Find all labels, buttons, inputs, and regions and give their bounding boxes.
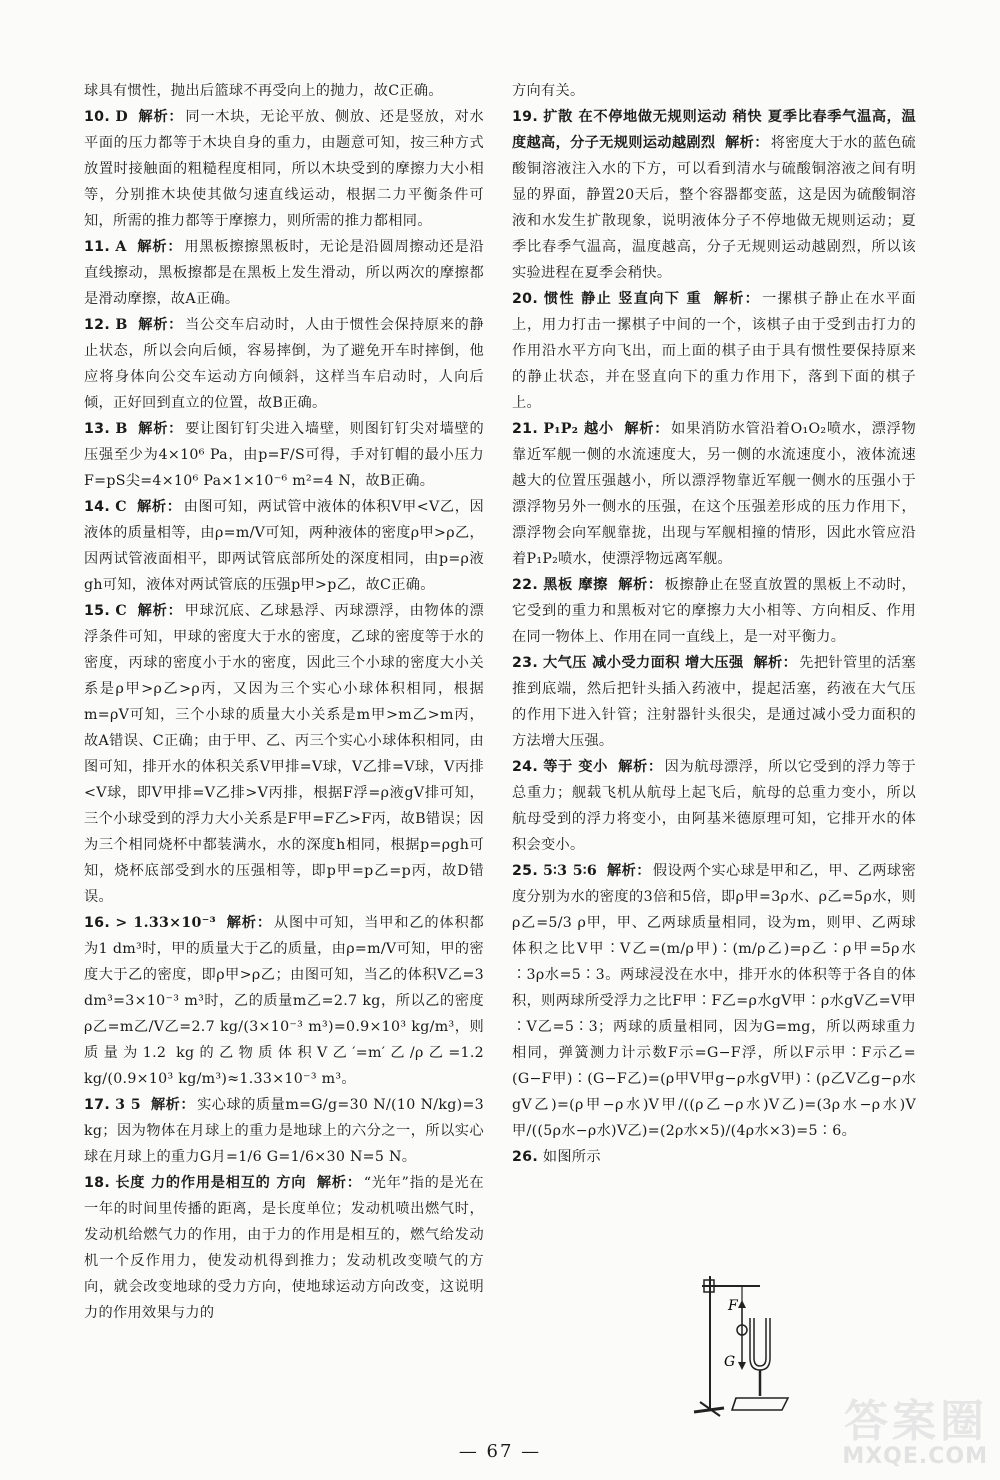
item-answer: 长度 力的作用是相互的 方向 bbox=[115, 1175, 307, 1191]
item-text: 用黑板擦擦黑板时，无论是沿圆周擦动还是沿直线擦动，黑板擦都是在黑板上发生滑动，所以两次的摩擦都是滑动摩擦，故A正确。 bbox=[84, 239, 485, 307]
item-text: 从图中可知，当甲和乙的体积都为1 dm³时，甲的质量大于乙的质量，由ρ=m/V可知，甲的密度大于乙的密度，即ρ甲>ρ乙；由图可知，当乙的体积V乙=3 dm³=3×10⁻³ m³时，乙的质量m乙=2.7 kg，所以乙的密度ρ乙=m乙/V乙=2.7 kg/(3×10⁻³ m³)=0.9×10³ kg/m³，则质量为1.2 kg的乙物质体积V乙′=m′乙/ρ乙=1.2 kg/(0.9×10³ kg/m³)≈1.33×10⁻³ m³。 bbox=[84, 915, 485, 1087]
analysis-label: 解析： bbox=[606, 863, 651, 879]
item-text: 球具有惯性，抛出后篮球不再受向上的抛力，故C正确。 bbox=[84, 83, 443, 99]
answer-item bbox=[512, 416, 916, 572]
item-answer: 扩散 在不停地做无规则运动 稍快 夏季比春季气温高，温度越高，分子无规则运动越剧烈 bbox=[512, 109, 916, 151]
answer-item bbox=[512, 754, 916, 858]
item-answer: 等于 变小 bbox=[543, 759, 608, 775]
analysis-label: 解析： bbox=[618, 759, 663, 775]
answer-item bbox=[84, 1170, 484, 1326]
item-number: 18. bbox=[84, 1175, 111, 1191]
answer-item bbox=[84, 234, 484, 312]
answer-item bbox=[84, 494, 484, 598]
tuning-fork bbox=[750, 1318, 770, 1370]
item-text: 方向有关。 bbox=[512, 83, 585, 99]
item-text: 假设两个实心球是甲和乙，甲、乙两球密度分别为水的密度的3倍和5倍，即ρ甲=3ρ水、ρ乙=5ρ水，则ρ乙=5/3 ρ甲，甲、乙两球质量相同，设为m，则甲、乙两球体积之比V甲∶V乙=(m/ρ甲)∶(m/ρ乙)=ρ乙∶ρ甲=5ρ水∶3ρ水=5∶3。两球浸没在水中，排开水的体积等于各自的体积，则两球所受浮力之比F甲∶F乙=ρ水gV甲∶ρ水gV乙=V甲∶V乙=5∶3；两球的质量相同，因为G=mg，所以两球重力相同，弹簧测力计示数F示=G−F浮，所以F示甲∶F示乙=(G−F甲)∶(G−F乙)=(ρ甲V甲g−ρ水gV甲)∶(ρ乙V乙g−ρ水gV乙)=(ρ甲−ρ水)V甲/((ρ乙−ρ水)V乙)=(3ρ水−ρ水)V甲/((5ρ水−ρ水)V乙)=(2ρ水×5)/(4ρ水×3)=5∶6。 bbox=[512, 863, 917, 1139]
answer-item bbox=[84, 910, 484, 1092]
item-answer: D bbox=[115, 109, 128, 125]
item-answer: C bbox=[115, 499, 127, 515]
item-answer: > 1.33×10⁻³ bbox=[115, 915, 216, 931]
item-answer: B bbox=[115, 317, 128, 333]
item-number: 17. bbox=[84, 1097, 111, 1113]
item-answer: A bbox=[115, 239, 127, 255]
answer-item bbox=[512, 1144, 916, 1170]
item-text: 板擦静止在竖直放置的黑板上不动时，它受到的重力和黑板对它的摩擦力大小相等、方向相反、作用在同一物体上、作用在同一直线上，是一对平衡力。 bbox=[512, 577, 917, 645]
item-text: 甲球沉底、乙球悬浮、丙球漂浮，由物体的漂浮条件可知，甲球的密度大于水的密度，乙球的密度等于水的密度，丙球的密度小于水的密度，因此三个小球的密度大小关系是ρ甲>ρ乙>ρ丙，又因为三个实心小球体积相同，根据m=ρV可知，三个小球的质量大小关系是m甲>m乙>m丙，故A错误、C正确；由于甲、乙、丙三个实心小球体积相同，由图可知，排开水的体积关系V甲排=V球，V乙排=V球，V丙排<V球，即V甲排=V乙排>V丙排，根据F浮=ρ液gV排可知，三个小球受到的浮力大小关系是F甲=F乙>F丙，故B错误；因为三个相同烧杯中都装满水，水的深度h相同，根据p=ρgh可知，烧杯底部受到水的压强相等，即p甲=p乙=p丙，故D错误。 bbox=[84, 603, 485, 905]
analysis-label: 解析： bbox=[138, 317, 184, 333]
item-text: 由图可知，两试管中液体的体积V甲<V乙，因液体的质量相等，由ρ=m/V可知，两种液体的密度ρ甲>ρ乙，因两试管液面相平，即两试管底部所处的深度相同，由p=ρ液gh可知，液体对两试管底的压强p甲>p乙，故C正确。 bbox=[84, 499, 485, 593]
item-text: 将密度大于水的蓝色硫酸铜溶液注入水的下方，可以看到清水与硫酸铜溶液之间有明显的界面，静置20天后，整个容器都变蓝，这是因为硫酸铜溶液和水发生扩散现象，说明液体分子不停地做无规则运动；夏季比春季气温高，温度越高，分子无规则运动越剧烈，所以该实验进程在夏季会稍快。 bbox=[512, 135, 916, 281]
item-number: 10. bbox=[84, 109, 111, 125]
item-answer: C bbox=[115, 603, 127, 619]
item-number: 23. bbox=[512, 655, 539, 671]
watermark bbox=[778, 1396, 988, 1470]
watermark-url: MXQE.COM bbox=[842, 1444, 988, 1469]
item-number: 13. bbox=[84, 421, 111, 437]
answer-item bbox=[84, 598, 484, 910]
left-column bbox=[84, 78, 484, 1326]
item-answer: 3 5 bbox=[115, 1097, 141, 1113]
item-number: 22. bbox=[512, 577, 539, 593]
item-text: 如图所示 bbox=[542, 1149, 601, 1165]
item-number: 14. bbox=[84, 499, 111, 515]
item-number: 25. bbox=[512, 863, 539, 879]
answer-item bbox=[84, 1092, 484, 1170]
answer-item bbox=[84, 416, 484, 494]
item-text: 如果消防水管沿着O₁O₂喷水，漂浮物靠近军舰一侧的水流速度大，另一侧的水流速度小，液体流速越大的位置压强越小，所以漂浮物靠近军舰一侧水的压强小于漂浮物另外一侧水的压强，在这个压强差形成的压力作用下，漂浮物会向军舰靠拢，出现与军舰相撞的情形，因此水管应沿着P₁P₂喷水，使漂浮物远离军舰。 bbox=[512, 421, 917, 567]
item-answer: B bbox=[115, 421, 128, 437]
analysis-label: 解析： bbox=[725, 135, 769, 151]
item-answer: 大气压 减小受力面积 增大压强 bbox=[542, 655, 744, 671]
item-number: 21. bbox=[512, 421, 539, 437]
force-label-f: F bbox=[728, 1298, 738, 1314]
answer-item bbox=[512, 858, 916, 1144]
analysis-label: 解析： bbox=[150, 1097, 196, 1113]
item-number: 19. bbox=[512, 109, 539, 125]
item-answer: 黑板 摩擦 bbox=[543, 577, 608, 593]
item-text: 一摞棋子静止在水平面上，用力打击一摞棋子中间的一个，该棋子由于受到击打力的作用沿水平方向飞出，而上面的棋子由于具有惯性要保持原来的静止状态，并在竖直向下的重力作用下，落到下面的棋子上。 bbox=[512, 291, 916, 411]
item-number: 15. bbox=[84, 603, 111, 619]
item-answer: 5∶3 5∶6 bbox=[543, 863, 598, 879]
item-number: 24. bbox=[512, 759, 539, 775]
force-arrow-down-head bbox=[738, 1362, 746, 1370]
analysis-label: 解析： bbox=[624, 421, 670, 437]
continued-text bbox=[84, 78, 484, 104]
answer-item bbox=[512, 572, 916, 650]
answer-item bbox=[512, 286, 916, 416]
item-text: 实心球的质量m=G/g=30 N/(10 N/kg)=3 kg；因为物体在月球上的重力是地球上的六分之一，所以实心球在月球上的重力G月=1/6 G=1/6×30 N=5 N。 bbox=[84, 1097, 484, 1165]
page-number: — 67 — bbox=[458, 1441, 542, 1462]
analysis-label: 解析： bbox=[618, 577, 663, 593]
analysis-label: 解析： bbox=[137, 499, 182, 515]
analysis-label: 解析： bbox=[316, 1175, 362, 1191]
watermark-logo: 答案圈 bbox=[844, 1396, 988, 1447]
item-number: 26. bbox=[512, 1149, 539, 1165]
analysis-label: 解析： bbox=[138, 109, 184, 125]
right-column bbox=[512, 78, 916, 1170]
item-text: 同一木块，无论平放、侧放、还是竖放，对水平面的压力都等于木块自身的重力，由题意可知，按三种方式放置时接触面的粗糙程度相同，所以木块受到的摩擦力大小相等，分别推木块使其做匀速直线运动，根据二力平衡条件可知，所需的推力都等于摩擦力，则所需的推力都相同。 bbox=[84, 109, 484, 229]
analysis-label: 解析： bbox=[226, 915, 272, 931]
answer-item bbox=[512, 650, 916, 754]
analysis-label: 解析： bbox=[138, 421, 184, 437]
force-arrow-up-head bbox=[738, 1300, 746, 1308]
item-answer: 惯性 静止 竖直向下 重 bbox=[543, 291, 702, 307]
item-number: 12. bbox=[84, 317, 111, 333]
item-text: 当公交车启动时，人由于惯性会保持原来的静止状态，所以会向后倾，容易摔倒，为了避免开车时摔倒，他应将身体向公交车运动方向倾斜，这样当车启动时，人向后倾，正好回到直立的位置，故B正确。 bbox=[84, 317, 485, 411]
resonance-box-edge bbox=[732, 1398, 736, 1410]
figure-26-diagram bbox=[680, 1262, 800, 1422]
item-text: 因为航母漂浮，所以它受到的浮力等于总重力；舰载飞机从航母上起飞后，航母的总重力变小，所以航母受到的浮力将变小，由阿基米德原理可知，它排开水的体积会变小。 bbox=[512, 759, 917, 853]
item-number: 16. bbox=[84, 915, 111, 931]
item-number: 20. bbox=[512, 291, 539, 307]
analysis-label: 解析： bbox=[753, 655, 798, 671]
item-answer: P₁P₂ 越小 bbox=[543, 421, 614, 437]
force-label-g: G bbox=[724, 1354, 736, 1370]
analysis-label: 解析： bbox=[713, 291, 761, 307]
continued-text bbox=[512, 78, 916, 104]
answer-item bbox=[84, 312, 484, 416]
item-number: 11. bbox=[84, 239, 111, 255]
item-text: 先把针管里的活塞推到底端，然后把针头插入药液中，提起活塞，药液在大气压的作用下进入针管；注射器针头很尖，是通过减小受力面积的方法增大压强。 bbox=[512, 655, 916, 749]
answer-item bbox=[84, 104, 484, 234]
analysis-label: 解析： bbox=[137, 239, 183, 255]
item-text: “光年”指的是光在一年的时间里传播的距离，是长度单位；发动机喷出燃气时，发动机给燃气力的作用，由于力的作用是相互的，燃气给发动机一个反作用力，使发动机得到推力；发动机改变喷气的方向，就会改变地球的受力方向，使地球运动方向改变，这说明力的作用效果与力的 bbox=[84, 1175, 484, 1321]
analysis-label: 解析： bbox=[137, 603, 183, 619]
item-text: 要让图钉钉尖进入墙壁，则图钉钉尖对墙壁的压强至少为4×10⁶ Pa，由p=F/S可得，手对钉帽的最小压力F=pS尖=4×10⁶ Pa×1×10⁻⁶ m²=4 N，故B正确。 bbox=[84, 421, 485, 489]
answer-item bbox=[512, 104, 916, 286]
